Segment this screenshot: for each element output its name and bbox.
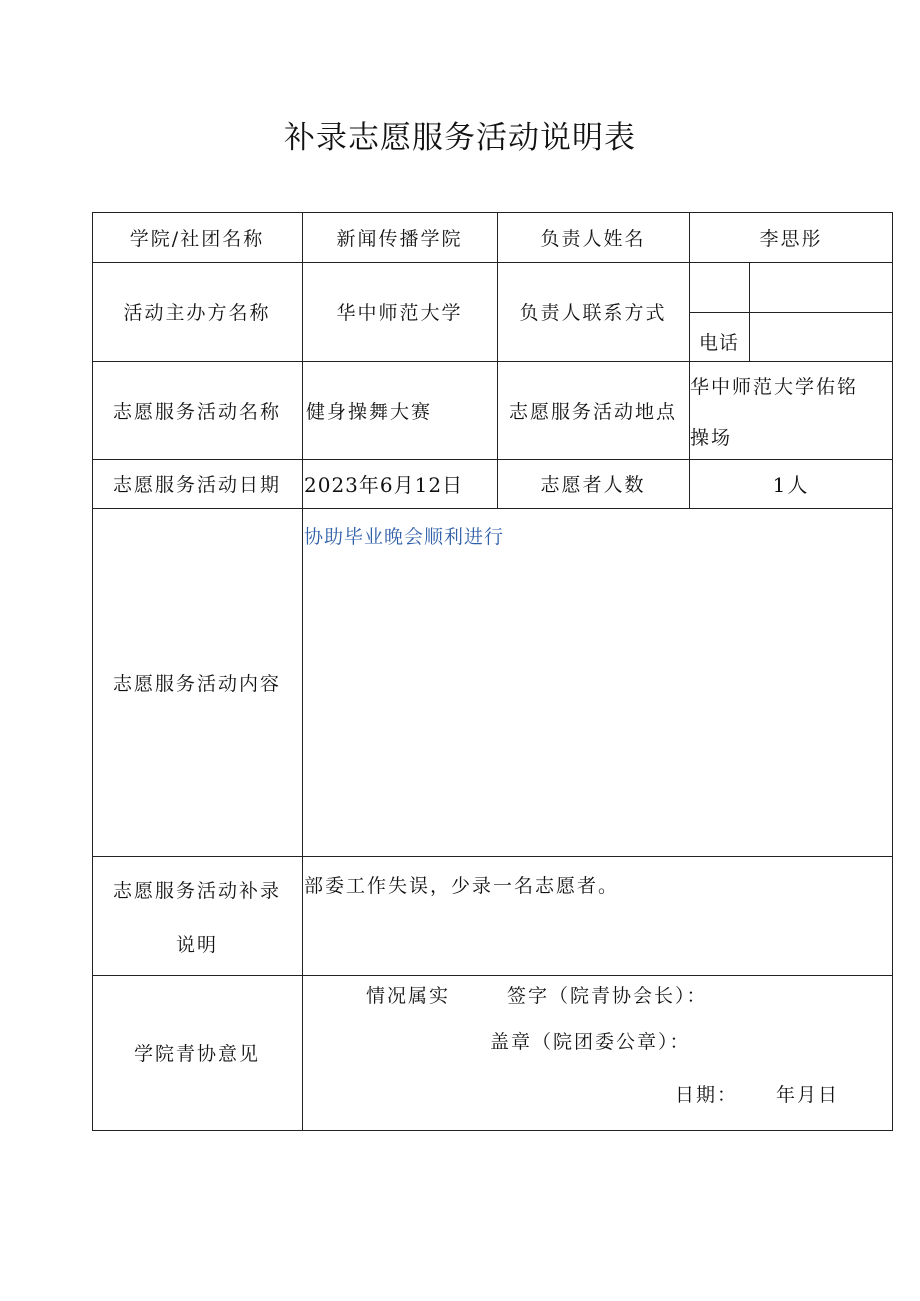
table-row-divider <box>689 312 893 313</box>
supplement-value: 部委工作失误，少录一名志愿者。 <box>304 874 620 897</box>
volunteer-count-label: 志愿者人数 <box>540 474 646 496</box>
phone-label: 电话 <box>698 331 739 354</box>
table-column-divider <box>749 262 750 362</box>
table-row-divider <box>92 856 893 857</box>
leader-name-value: 李思彤 <box>759 227 823 250</box>
activity-date-label: 志愿服务活动日期 <box>112 474 281 496</box>
college-opinion-label: 学院青协意见 <box>133 1043 260 1065</box>
opinion-date-format: 年月日 <box>776 1083 840 1106</box>
application-form-table <box>92 212 893 1131</box>
opinion-seal-text: 盖章（院团委公章）： <box>490 1030 691 1053</box>
table-border-right <box>892 212 893 1131</box>
page-title: 补录志愿服务活动说明表 <box>284 120 636 156</box>
opinion-signature-text: 签字（院青协会长）： <box>507 984 708 1007</box>
college-label: 学院/社团名称 <box>129 227 265 250</box>
leader-contact-label: 负责人联系方式 <box>519 302 667 324</box>
opinion-date-label: 日期： <box>675 1083 739 1106</box>
volunteer-count-value: 1人 <box>772 473 810 497</box>
activity-content-label: 志愿服务活动内容 <box>112 672 281 695</box>
leader-name-label: 负责人姓名 <box>540 227 646 250</box>
organizer-value: 华中师范大学 <box>336 302 463 324</box>
activity-name-value: 健身操舞大赛 <box>306 400 433 423</box>
opinion-verified-text: 情况属实 <box>366 984 451 1007</box>
activity-location-value-line2: 操场 <box>690 426 733 449</box>
supplement-label-line2: 说明 <box>175 933 218 956</box>
organizer-label: 活动主办方名称 <box>123 302 271 324</box>
activity-location-value-line1: 华中师范大学佑铭 <box>690 375 859 398</box>
table-border-bottom <box>92 1130 893 1131</box>
activity-location-label: 志愿服务活动地点 <box>508 400 677 423</box>
college-value: 新闻传播学院 <box>336 227 463 250</box>
activity-date-value: 2023年6月12日 <box>304 473 464 497</box>
supplement-label-line1: 志愿服务活动补录 <box>112 879 281 902</box>
activity-content-value: 协助毕业晚会顺利进行 <box>304 526 505 548</box>
activity-name-label: 志愿服务活动名称 <box>112 400 281 423</box>
